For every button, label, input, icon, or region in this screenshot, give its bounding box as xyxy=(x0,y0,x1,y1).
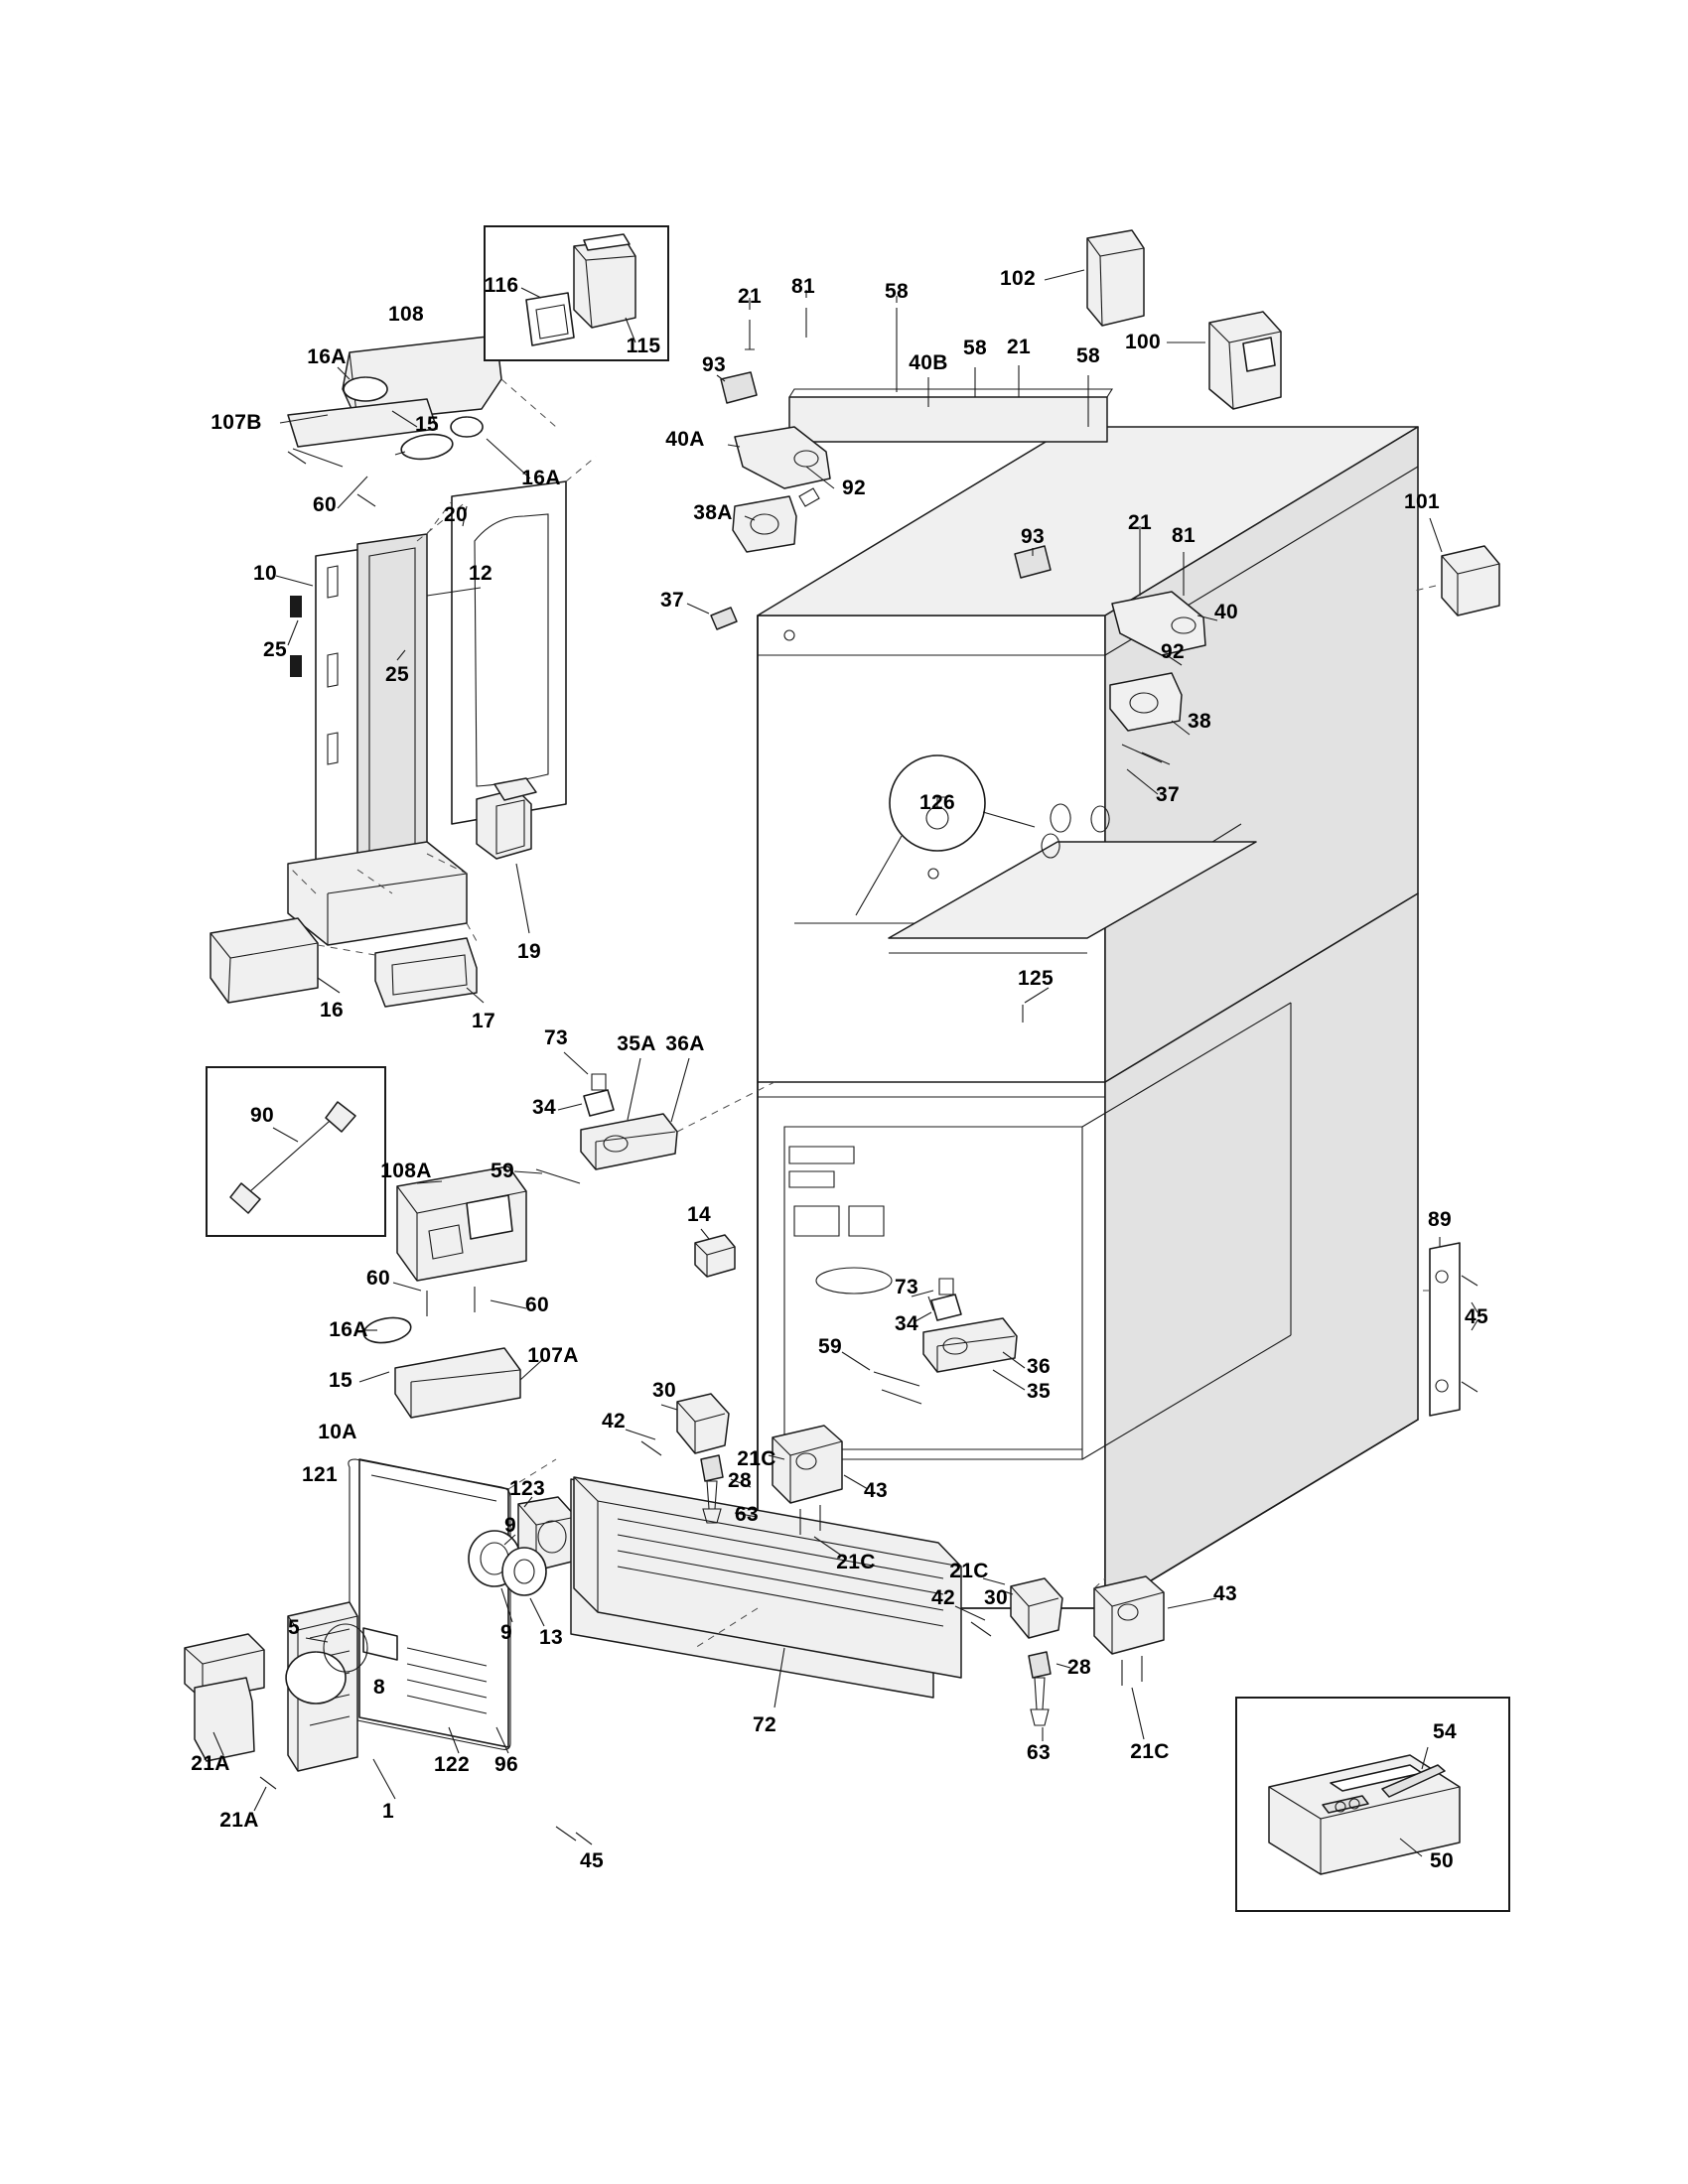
callout-5: 5 xyxy=(288,1616,300,1639)
callout-40a: 40A xyxy=(665,428,705,451)
callout-122: 122 xyxy=(434,1753,470,1776)
callout-36: 36 xyxy=(1027,1355,1051,1378)
callout-58-right: 58 xyxy=(1076,344,1100,367)
callout-35a: 35A xyxy=(617,1032,656,1055)
callout-35: 35 xyxy=(1027,1380,1051,1403)
callout-37-right: 37 xyxy=(1156,783,1180,806)
callout-72: 72 xyxy=(753,1713,776,1736)
lower-dispenser-assembly xyxy=(359,1166,542,1418)
callout-123: 123 xyxy=(509,1477,545,1500)
callout-14: 14 xyxy=(687,1203,711,1226)
callout-38: 38 xyxy=(1188,710,1211,733)
callout-90: 90 xyxy=(250,1104,274,1127)
callout-28-left: 28 xyxy=(728,1469,752,1492)
callout-60-lowerleft: 60 xyxy=(366,1267,390,1290)
callout-40: 40 xyxy=(1214,601,1238,623)
callout-93-right: 93 xyxy=(1021,525,1045,548)
callout-28-right: 28 xyxy=(1067,1656,1091,1679)
callout-45-side: 45 xyxy=(1465,1305,1488,1328)
callout-92-left: 92 xyxy=(842,477,866,499)
callout-45-bottom: 45 xyxy=(580,1849,604,1872)
callout-108a: 108A xyxy=(380,1160,432,1182)
callout-59-upper: 59 xyxy=(491,1160,514,1182)
inset-box-drawer xyxy=(1236,1698,1509,1911)
freezer-liner-assembly xyxy=(211,481,566,1007)
callout-58-mid: 58 xyxy=(963,337,987,359)
callout-58-top: 58 xyxy=(885,280,909,303)
callout-40b: 40B xyxy=(909,351,948,374)
callout-9-upper: 9 xyxy=(504,1514,516,1537)
callout-21c-b: 21C xyxy=(836,1551,876,1573)
callout-21a-lower: 21A xyxy=(219,1809,259,1832)
callout-8: 8 xyxy=(373,1676,385,1699)
callout-36a: 36A xyxy=(665,1032,705,1055)
callout-102: 102 xyxy=(1000,267,1036,290)
callout-17: 17 xyxy=(472,1010,495,1032)
callout-25-right: 25 xyxy=(385,663,409,686)
callout-15-lower: 15 xyxy=(329,1369,352,1392)
callout-16: 16 xyxy=(320,999,344,1022)
callout-37-left: 37 xyxy=(660,589,684,612)
callout-20: 20 xyxy=(444,503,468,526)
callout-54: 54 xyxy=(1433,1720,1457,1743)
callout-21c-d: 21C xyxy=(1130,1740,1170,1763)
callout-60-top: 60 xyxy=(313,493,337,516)
callout-73-lower: 73 xyxy=(895,1276,918,1298)
callout-50: 50 xyxy=(1430,1849,1454,1872)
callout-21c-c: 21C xyxy=(949,1560,989,1582)
clip-14 xyxy=(695,1229,735,1277)
callout-21a-upper: 21A xyxy=(191,1752,230,1775)
callout-108: 108 xyxy=(388,303,424,326)
lower-panel-assembly xyxy=(185,1459,592,1844)
callout-43-left: 43 xyxy=(864,1479,888,1502)
callout-125: 125 xyxy=(1018,967,1054,990)
callout-21-top: 21 xyxy=(738,285,762,308)
callout-38a: 38A xyxy=(693,501,733,524)
callout-96: 96 xyxy=(494,1753,518,1776)
callout-89: 89 xyxy=(1428,1208,1452,1231)
callout-100: 100 xyxy=(1125,331,1161,353)
callout-10a: 10A xyxy=(318,1421,357,1443)
cabinet-body xyxy=(758,389,1418,1608)
callout-13: 13 xyxy=(539,1626,563,1649)
callout-12: 12 xyxy=(469,562,492,585)
callout-81-right: 81 xyxy=(1172,524,1196,547)
callout-21c-a: 21C xyxy=(737,1447,776,1470)
callout-121: 121 xyxy=(302,1463,338,1486)
callout-101: 101 xyxy=(1404,490,1440,513)
callout-25-left: 25 xyxy=(263,638,287,661)
callout-30-left: 30 xyxy=(652,1379,676,1402)
callout-16a-lower: 16A xyxy=(329,1318,368,1341)
callout-60-lowerright: 60 xyxy=(525,1294,549,1316)
callout-30-right: 30 xyxy=(984,1586,1008,1609)
callout-16a-right: 16A xyxy=(521,467,561,489)
callout-1: 1 xyxy=(382,1800,394,1823)
callout-43-right: 43 xyxy=(1213,1582,1237,1605)
callout-93-left: 93 xyxy=(702,353,726,376)
callout-42-right: 42 xyxy=(931,1586,955,1609)
callout-16a-top: 16A xyxy=(307,345,347,368)
callout-10: 10 xyxy=(253,562,277,585)
inset-box-tool xyxy=(207,1067,385,1236)
callout-63-right: 63 xyxy=(1027,1741,1051,1764)
callout-73-upper: 73 xyxy=(544,1026,568,1049)
callout-59-lower: 59 xyxy=(818,1335,842,1358)
callout-107a: 107A xyxy=(527,1344,579,1367)
callout-19: 19 xyxy=(517,940,541,963)
callout-34-lower: 34 xyxy=(895,1312,918,1335)
callout-21-right: 21 xyxy=(1128,511,1152,534)
callout-107b: 107B xyxy=(211,411,262,434)
callout-81-top: 81 xyxy=(791,275,815,298)
callout-15-top: 15 xyxy=(415,413,439,436)
callout-126: 126 xyxy=(919,791,955,814)
callout-63-left: 63 xyxy=(735,1503,759,1526)
callout-92-right: 92 xyxy=(1161,640,1185,663)
callout-115: 115 xyxy=(626,335,661,357)
callout-21-mid: 21 xyxy=(1007,336,1031,358)
callout-42-left: 42 xyxy=(602,1410,626,1433)
callout-9-lower: 9 xyxy=(500,1621,512,1644)
callout-34-upper: 34 xyxy=(532,1096,556,1119)
callout-116: 116 xyxy=(484,274,519,297)
